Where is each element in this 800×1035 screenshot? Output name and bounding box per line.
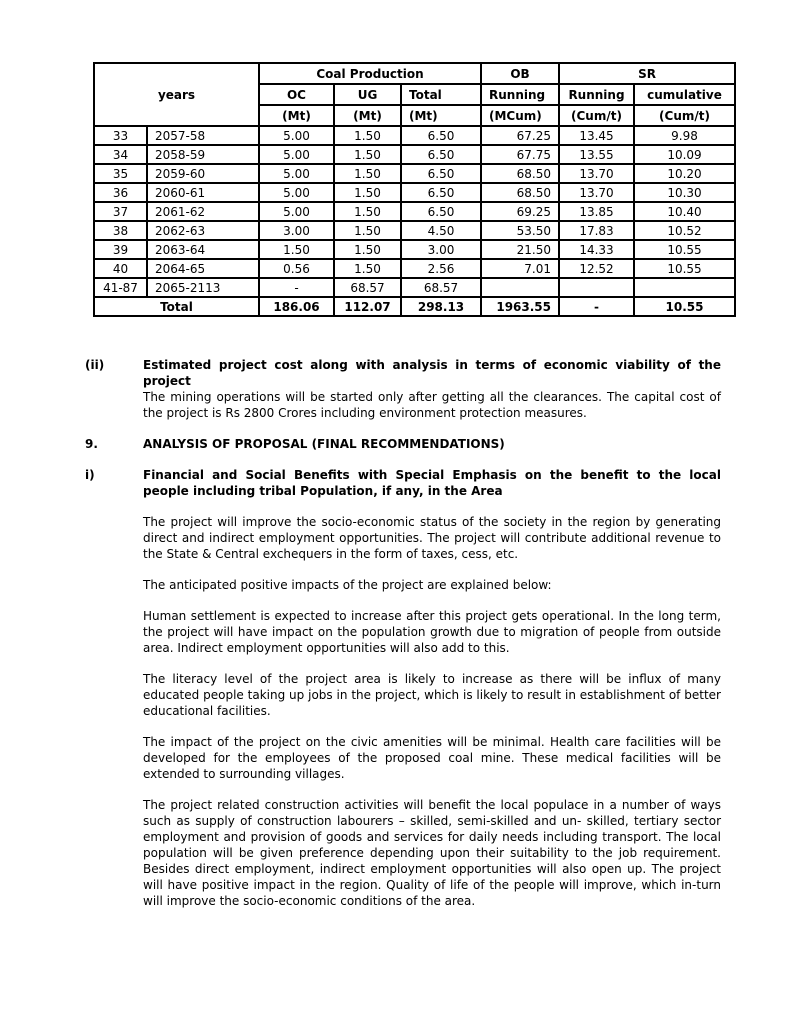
- ug-cell: 1.50: [334, 145, 401, 164]
- sr-cum-cell: 10.52: [634, 221, 735, 240]
- sl-cell: 39: [94, 240, 147, 259]
- total-cell: 6.50: [401, 145, 481, 164]
- oc-cell: 3.00: [259, 221, 334, 240]
- ug-cell: 1.50: [334, 240, 401, 259]
- total-column-header: Total: [401, 84, 481, 105]
- ug-cell: 1.50: [334, 259, 401, 278]
- year-cell: 2061-62: [147, 202, 259, 221]
- total-cell: 6.50: [401, 202, 481, 221]
- year-cell: 2064-65: [147, 259, 259, 278]
- section-9-number: 9.: [85, 437, 98, 451]
- oc-cell: 5.00: [259, 164, 334, 183]
- ob-cell: 53.50: [481, 221, 559, 240]
- table-row: [94, 278, 735, 297]
- total-total-cell: 298.13: [401, 297, 481, 316]
- ug-cell: 1.50: [334, 126, 401, 145]
- document-body: [85, 357, 721, 909]
- total-cell: 3.00: [401, 240, 481, 259]
- paragraph-block: [85, 797, 721, 909]
- paragraph-block: [85, 514, 721, 562]
- paragraph-gutter: [85, 671, 143, 719]
- paragraph-gutter: [85, 734, 143, 782]
- table-row: [94, 164, 735, 183]
- sl-cell: 40: [94, 259, 147, 278]
- total-sr-cum-cell: 10.55: [634, 297, 735, 316]
- year-cell: 2058-59: [147, 145, 259, 164]
- ob-cell: 67.75: [481, 145, 559, 164]
- paragraph-text: The anticipated positive impacts of the project are explained below:: [143, 578, 552, 592]
- oc-unit-header: (Mt): [259, 105, 334, 126]
- section-9-heading: ANALYSIS OF PROPOSAL (FINAL RECOMMENDATIONS): [143, 437, 505, 451]
- oc-cell: 5.00: [259, 183, 334, 202]
- sr-cum-cell: 10.30: [634, 183, 735, 202]
- oc-cell: 5.00: [259, 126, 334, 145]
- sr-cum-cell: 10.40: [634, 202, 735, 221]
- paragraph-block: [85, 577, 721, 593]
- ob-group-header: OB: [481, 63, 559, 84]
- sr-run-cell: 12.52: [559, 259, 634, 278]
- paragraph-text: The literacy level of the project area is likely to increase as there will be influx of many educated people taking up jobs in the project, which is likely to result in establishment of better educational facilities.: [143, 672, 721, 718]
- total-ob-cell: 1963.55: [481, 297, 559, 316]
- ug-unit-header: (Mt): [334, 105, 401, 126]
- paragraph-block: [85, 671, 721, 719]
- ug-cell: 1.50: [334, 202, 401, 221]
- ug-cell: 68.57: [334, 278, 401, 297]
- oc-column-header: OC: [259, 84, 334, 105]
- total-sr-run-cell: -: [559, 297, 634, 316]
- ob-cell: 7.01: [481, 259, 559, 278]
- paragraph-gutter: [85, 797, 143, 909]
- sr-run-cell: 13.55: [559, 145, 634, 164]
- sr-group-header: SR: [559, 63, 735, 84]
- sr-cum-cell-empty: [634, 278, 735, 297]
- paragraph-gutter: [85, 608, 143, 656]
- paragraph-block: [85, 608, 721, 656]
- paragraph-text: The impact of the project on the civic amenities will be minimal. Health care facilities will be developed for the employees of the proposed coal mine. These medical facilities will be extended to surrounding villages.: [143, 735, 721, 781]
- year-cell: 2059-60: [147, 164, 259, 183]
- sr-run-cell: 13.70: [559, 183, 634, 202]
- oc-cell: 5.00: [259, 145, 334, 164]
- table-row: [94, 126, 735, 145]
- sr-run-cell: 13.70: [559, 164, 634, 183]
- total-ug-cell: 112.07: [334, 297, 401, 316]
- sl-cell: 35: [94, 164, 147, 183]
- total-unit-header: (Mt): [401, 105, 481, 126]
- ug-cell: 1.50: [334, 164, 401, 183]
- section-ii: [85, 357, 721, 421]
- oc-cell: -: [259, 278, 334, 297]
- cumulative-column-header: cumulative: [634, 84, 735, 105]
- sr-cum-cell: 9.98: [634, 126, 735, 145]
- ob-unit-header: (MCum): [481, 105, 559, 126]
- total-label-cell: Total: [94, 297, 259, 316]
- ob-cell-empty: [481, 278, 559, 297]
- sr-run-cell: 17.83: [559, 221, 634, 240]
- production-table: [93, 62, 736, 317]
- total-cell: 2.56: [401, 259, 481, 278]
- table-row: [94, 259, 735, 278]
- ug-cell: 1.50: [334, 183, 401, 202]
- section-ii-number: (ii): [85, 358, 105, 372]
- total-oc-cell: 186.06: [259, 297, 334, 316]
- sl-cell: 33: [94, 126, 147, 145]
- section-i: [85, 467, 721, 499]
- sl-cell: 41-87: [94, 278, 147, 297]
- section-i-heading: Financial and Social Benefits with Special Emphasis on the benefit to the local people including tribal Population, if any, in the Area: [143, 468, 721, 498]
- years-header-cell: years: [94, 63, 259, 126]
- paragraph-block: [85, 734, 721, 782]
- paragraph-text: The project related construction activities will benefit the local populace in a number of ways such as supply of construction labourers – skilled, semi-skilled and un- skilled, tertiary sector employment and provision of goods and services for daily needs including transport. The local population will be given preference depending upon their suitability to the job requirement. Besides direct employment, indirect employment opportunities will also open up. The project will have positive impact in the region. Quality of life of the people will improve, which in-turn will improve the socio-economic conditions of the area.: [143, 798, 721, 908]
- total-cell: 68.57: [401, 278, 481, 297]
- year-cell: 2062-63: [147, 221, 259, 240]
- sr-cum-cell: 10.20: [634, 164, 735, 183]
- oc-cell: 5.00: [259, 202, 334, 221]
- section-i-number: i): [85, 468, 95, 482]
- table-row: [94, 221, 735, 240]
- ob-cell: 69.25: [481, 202, 559, 221]
- sr-running-column-header: Running: [559, 84, 634, 105]
- sl-cell: 37: [94, 202, 147, 221]
- paragraph-gutter: [85, 514, 143, 562]
- table-header-row-groups: [94, 63, 735, 84]
- table-row: [94, 240, 735, 259]
- table-total-row: [94, 297, 735, 316]
- total-cell: 4.50: [401, 221, 481, 240]
- ob-running-column-header: Running: [481, 84, 559, 105]
- total-cell: 6.50: [401, 164, 481, 183]
- paragraph-gutter: [85, 577, 143, 593]
- table-row: [94, 202, 735, 221]
- oc-cell: 1.50: [259, 240, 334, 259]
- sr-cum-cell: 10.55: [634, 240, 735, 259]
- section-9: [85, 436, 721, 452]
- table-row: [94, 145, 735, 164]
- cumulative-unit-header: (Cum/t): [634, 105, 735, 126]
- sr-run-cell: 13.45: [559, 126, 634, 145]
- ob-cell: 68.50: [481, 183, 559, 202]
- section-ii-heading: Estimated project cost along with analysis in terms of economic viability of the project: [143, 358, 721, 388]
- year-cell: 2065-2113: [147, 278, 259, 297]
- sr-run-cell: 14.33: [559, 240, 634, 259]
- ob-cell: 68.50: [481, 164, 559, 183]
- sl-cell: 38: [94, 221, 147, 240]
- sr-run-cell-empty: [559, 278, 634, 297]
- sr-run-cell: 13.85: [559, 202, 634, 221]
- coal-production-group-header: Coal Production: [259, 63, 481, 84]
- year-cell: 2057-58: [147, 126, 259, 145]
- sr-cum-cell: 10.09: [634, 145, 735, 164]
- ob-cell: 21.50: [481, 240, 559, 259]
- year-cell: 2063-64: [147, 240, 259, 259]
- sl-cell: 36: [94, 183, 147, 202]
- total-cell: 6.50: [401, 126, 481, 145]
- sl-cell: 34: [94, 145, 147, 164]
- ug-column-header: UG: [334, 84, 401, 105]
- ug-cell: 1.50: [334, 221, 401, 240]
- sr-cum-cell: 10.55: [634, 259, 735, 278]
- paragraph-text: The project will improve the socio-economic status of the society in the region by generating direct and indirect employment opportunities. The project will contribute additional revenue to the State & Central exchequers in the form of taxes, cess, etc.: [143, 515, 721, 561]
- table-row: [94, 183, 735, 202]
- ob-cell: 67.25: [481, 126, 559, 145]
- year-cell: 2060-61: [147, 183, 259, 202]
- sr-running-unit-header: (Cum/t): [559, 105, 634, 126]
- total-cell: 6.50: [401, 183, 481, 202]
- oc-cell: 0.56: [259, 259, 334, 278]
- section-ii-paragraph: The mining operations will be started only after getting all the clearances. The capital cost of the project is Rs 2800 Crores including environment protection measures.: [143, 390, 721, 420]
- paragraph-text: Human settlement is expected to increase after this project gets operational. In the long term, the project will have impact on the population growth due to migration of people from outside area. Indirect employment opportunities will also add to this.: [143, 609, 721, 655]
